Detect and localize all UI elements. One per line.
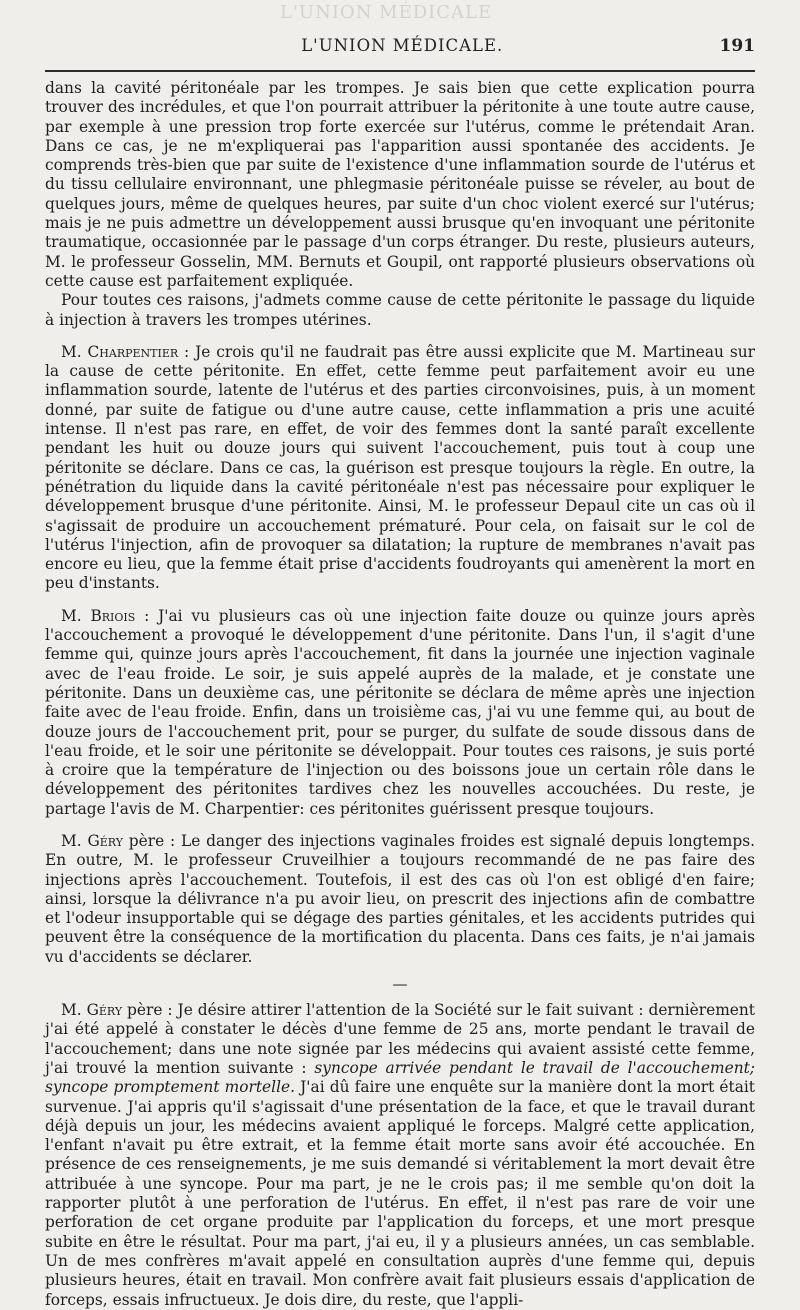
paragraph-gery-2: [45, 1001, 755, 1310]
bleed-through-text: L'UNION MÉDICALE: [280, 2, 493, 23]
running-head: L'UNION MÉDICALE.: [301, 36, 504, 55]
paragraph-text: : J'ai vu plusieurs cas où une injection faite douze ou quinze jours après l'accouchement a provoqué le développement d'une péritonite. Dans l'un, il s'agit d'une femme qui, quinze jours après l'accouchement, fit dans la journée une injection vaginale avec de l'eau froide. Le soir, je suis appelé auprès de la malade, et je constate une péritonite. Dans un deuxième cas, une péritonite se déclara de même après une injection faite avec de l'eau froide. Enfin, dans un troisième cas, j'ai vu une femme qui, au bout de douze jours de l'accouchement prit, pour se purger, du sulfate de soude dissous dans de l'eau froide, et le soir une péritonite se développait. Pour toutes ces raisons, je suis porté à croire que la température de l'injection ou des boissons joue un certain rôle dans le développement des péritonites tardives chez les nouvelles accouchées. Du reste, je partage l'avis de M. Charpentier: ces péritonites guérissent presque toujours.: [45, 606, 755, 818]
paragraph-text: père : Je désire attirer l'attention de la Société sur le fait suivant : dernièrement j'ai été appelé à constater le décès d'une femme de 25 ans, morte pendant le travail de l'accouchement; dans une note signée par les médecins qui avaient assisté cette femme, j'ai trouvé la mention suivante :: [45, 1001, 755, 1077]
article-body: [45, 79, 755, 1310]
quoted-mention: syncope arrivée pendant le travail de l'accouchement; syncope promptement mortelle.: [45, 1058, 755, 1097]
paragraph-gery-1: [45, 832, 755, 967]
speaker-name: M. Charpentier: [61, 342, 179, 361]
speaker-name: M. Briois: [61, 606, 136, 625]
paragraph-briois: [45, 607, 755, 819]
paragraph-gap: [45, 594, 755, 607]
paragraph-text: : Je crois qu'il ne faudrait pas être aussi explicite que M. Martineau sur la cause de cette péritonite. En effet, cette femme peut parfaitement avoir eu une inflammation sourde, latente de l'utérus et des parties circonvoisines, puis, à un moment donné, par suite de fatigue ou d'une autre cause, cette inflammation a pris une acuité intense. Il n'est pas rare, en effet, de voir des femmes dont la santé paraît excellente pendant les huit ou douze jours qui suivent l'accouchement, puis tout à coup une péritonite se déclare. Dans ce cas, la guérison est presque toujours la règle. En outre, la pénétration du liquide dans la cavité péritonéale n'est pas nécessaire pour expliquer le développement brusque d'une péritonite. Ainsi, M. le professeur Depaul cite un cas où il s'agissait de produire un accouchement prématuré. Pour cela, on faisait sur le col de l'utérus l'injection, afin de provoquer sa dilatation; la rupture de membranes n'avait pas encore eu lieu, que la femme était prise d'accidents foudroyants qui amenèrent la mort en peu d'instants.: [45, 342, 755, 593]
paragraph-charpentier: [45, 343, 755, 594]
paragraph-gap: [45, 330, 755, 343]
speaker-name: M. Géry: [61, 831, 123, 850]
header-rule: [45, 70, 755, 72]
paragraph-conclusion: Pour toutes ces raisons, j'admets comme cause de cette péritonite le passage du liquide à injection à travers les trompes utérines.: [45, 291, 755, 329]
page-header: [45, 36, 755, 56]
speaker-name: M. Géry: [61, 1001, 123, 1020]
paragraph-text: père : Le danger des injections vaginales froides est signalé depuis longtemps. En outre, M. le professeur Cruveilhier a toujours recommandé de ne pas faire des injections après l'accouchement. Toutefois, il est des cas où l'on est obligé d'en faire; ainsi, lorsque la délivrance n'a pu avoir lieu, on prescrit des injections afin de combattre et l'odeur insupportable qui se dégage des parties génitales, et les accidents putrides qui peuvent être la conséquence de la mortification du placenta. Dans ces faits, je n'ai jamais vu d'accidents se déclarer.: [45, 831, 755, 966]
section-separator: —: [392, 975, 408, 994]
page-number: 191: [719, 36, 755, 56]
paragraph-gap: [45, 819, 755, 832]
paragraph-continuation: dans la cavité péritonéale par les trompes. Je sais bien que cette explication pourra trouver des incrédules, et que l'on pourrait attribuer la péritonite à une toute autre cause, par exemple à une pression trop forte exercée sur l'utérus, comme le prétendait Aran. Dans ce cas, je ne m'expliquerai pas l'apparition aussi spontanée des accidents. Je comprends très-bien que par suite de l'existence d'une inflammation sourde de l'utérus et du tissu cellulaire environnant, une phlegmasie péritonéale puisse se réveler, au bout de quelques jours, même de quelques heures, par suite d'un choc violent exercé sur l'utérus; mais je ne puis admettre un développement aussi brusque qu'en invoquant une péritonite traumatique, occasionnée par le passage d'un corps étranger. Du reste, plusieurs auteurs, M. le professeur Gosselin, MM. Bernuts et Goupil, ont rapporté plusieurs observations où cette cause est parfaitement expliquée.: [45, 79, 755, 290]
paragraph-text: J'ai dû faire une enquête sur la manière dont la mort était survenue. J'ai appris qu'il s'agissait d'une présentation de la face, et que le travail durant déjà depuis un jour, les médecins avaient appliqué le forceps. Malgré cette application, l'enfant n'avait pu être extrait, et la femme était morte sans avoir été accouchée. En présence de ces renseignements, je me suis demandé si véritablement la mort devait être attribuée à une syncope. Pour ma part, je ne le crois pas; il me semble qu'on doit la rapporter plutôt à une perforation de l'utérus. En effet, il n'est pas rare de voir une perforation de cet organe produite par l'application du forceps, et une mort presque subite en être le résultat. Pour ma part, j'ai eu, il y a plusieurs années, un cas semblable. Un de mes confrères m'avait appelé en consultation auprès d'une femme qui, depuis plusieurs heures, était en travail. Mon confrère avait fait plusieurs essais d'application de forceps, essais infructueux. Je dois dire, du reste, que l'appli-: [45, 1078, 755, 1309]
